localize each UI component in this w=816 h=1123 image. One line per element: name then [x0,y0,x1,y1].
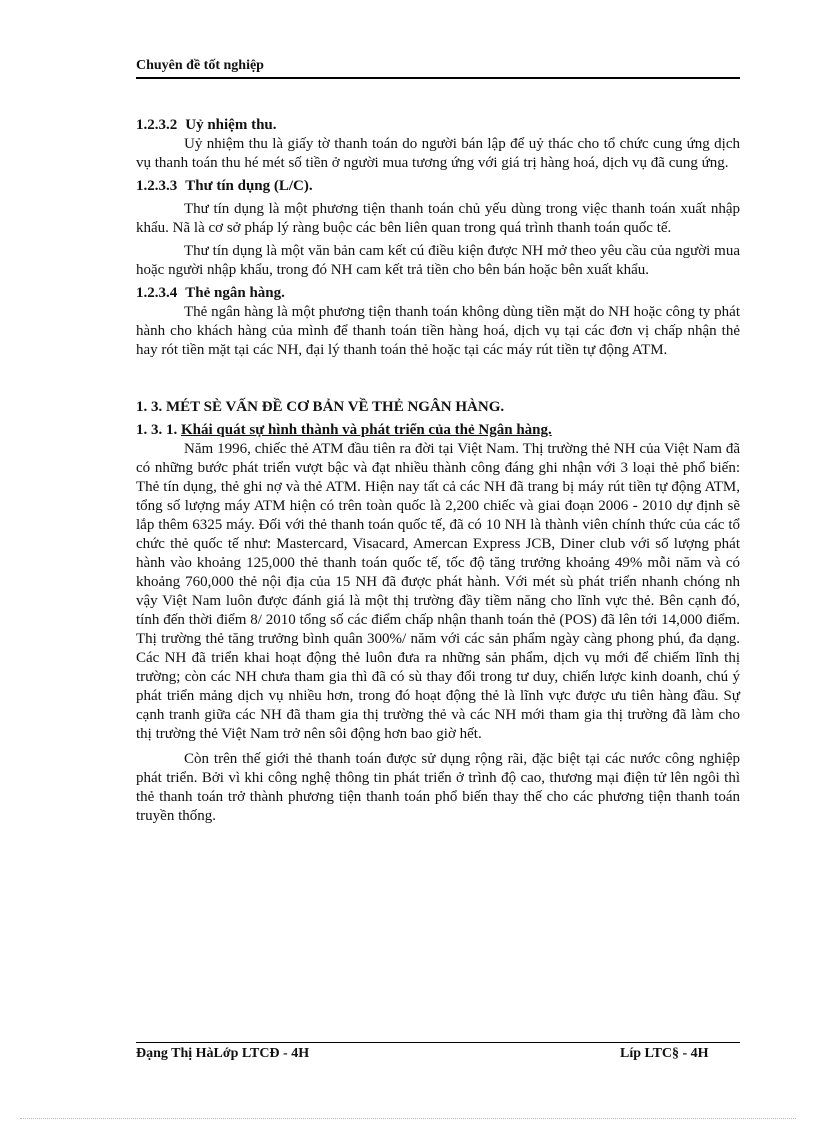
section-number: 1.2.3.3 [136,178,178,194]
subsection-heading-131 [136,421,740,440]
subsection-heading-1232 [136,116,740,135]
document-body [136,116,740,826]
paragraph: Còn trên thế giới thẻ thanh toán được sử dụng rộng rãi, đặc biệt tại các nước công nghiệp phát triển. Bởi vì khi công nghệ thông tin phát triển ở trình độ cao, thương mại điện tử lên ngôi thì thẻ thanh toán trở thành phương tiện thanh toán phổ biến thay thế cho các phương tiện thanh toán truyền thống. [136,751,740,824]
paragraph: Thư tín dụng là một phương tiện thanh toán chủ yếu dùng trong việc thanh toán xuất nhập khẩu. Nã là cơ sở pháp lý ràng buộc các bên liên quan trong quá trình thanh toán quốc tế. [136,201,740,236]
paragraph: Thư tín dụng là một văn bản cam kết cú điều kiện được NH mở theo yêu cầu của người mua hoặc người nhập khẩu, trong đó NH cam kết trả tiền cho bên bán hoặc bên xuất khẩu. [136,243,740,278]
section-number: 1.2.3.2 [136,117,178,133]
paragraph: Thẻ ngân hàng là một phương tiện thanh toán không dùng tiền mặt do NH hoặc công ty phát hành cho khách hàng của mình để thanh toán tiền hàng hoá, dịch vụ tại các đơn vị chấp nhận thẻ hay rót tiền mặt tại các NH, đại lý thanh toán thẻ hoặc tại các máy rút tiền tự động ATM. [136,304,740,358]
header-rule [136,77,740,79]
section-heading-13: 1. 3. MÉT SÈ VẤN ĐỀ CƠ BẢN VỀ THẺ NGÂN HÀNG. [136,399,505,415]
subsection-heading-1233 [136,177,740,196]
section-title: Uỷ nhiệm thu. [185,117,277,133]
section-title: Khái quát sự hình thành và phát triển của thẻ Ngân hàng. [181,422,552,438]
section-title: Thẻ ngân hàng. [185,285,285,301]
page-header: Chuyên đề tốt nghiệp [136,58,264,73]
footer-rule [136,1042,740,1043]
paragraph: Năm 1996, chiếc thẻ ATM đầu tiên ra đời tại Việt Nam. Thị trường thẻ NH của Việt Nam đã có những bước phát triển vượt bậc và đạt nhiều thành công đáng ghi nhận với 3 loại thẻ phổ biến: Thẻ tín dụng, thẻ ghi nợ và thẻ ATM. Hiện nay tất cả các NH đã trang bị máy rút tiền tự động ATM, tổng số lượng máy ATM hiện có trên toàn quốc là 2,200 chiếc và giai đoạn 2006 - 2010 dự định sẽ lắp thêm 6325 máy. Đối với thẻ thanh toán quốc tế, đã có 10 NH là thành viên chính thức của các tổ chức thẻ quốc tế như: Mastercard, Visacard, Amercan Express JCB, Diner club với số lượng phát hành vào khoảng 125,000 thẻ thanh toán quốc tế, tốc độ tăng trưởng khoảng 49% mỗi năm và có khoảng 760,000 thẻ nội địa của 15 NH đã được phát hành. Với mét sù phát triển nhanh chóng nh vậy Việt Nam luôn được đánh giá là một thị trường đầy tiềm năng cho lĩnh vực thẻ. Bên cạnh đó, tính đến thời điểm 8/ 2010 tổng số các điểm chấp nhận thanh toán thẻ (POS) đã lên tới 14,000 điểm. Thị trường thẻ tăng trưởng bình quân 300%/ năm với các sản phẩm ngày càng phong phú, đa dạng. Các NH đã triển khai hoạt động thẻ luôn đưa ra những sản phẩm, dịch vụ mới để chiếm lĩnh thị trường; còn các NH chưa tham gia thì đã có sù thay đổi trong tư duy, chiến lược kinh doanh, chú ý phát triển mảng dịch vụ nhiều hơn, trong đó hoạt động thẻ là lĩnh vực được ưu tiên hàng đầu. Sự cạnh tranh giữa các NH đã tham gia thị trường thẻ và các NH mới tham gia thị trường đã làm cho thị trường thẻ Việt Nam trở nên sôi động hơn bao giờ hết. [136,441,740,742]
page-edge-divider [20,1118,796,1119]
footer-class: Líp LTC§ - 4H [620,1046,709,1061]
paragraph: Uỷ nhiệm thu là giấy tờ thanh toán do người bán lập để uỷ thác cho tổ chức cung ứng dịch vụ thanh toán thu hé mét số tiền ở người mua tương ứng với giá trị hàng hoá, dịch vụ đã cung ứng. [136,136,740,171]
section-title: Thư tín dụng (L/C). [185,178,313,194]
footer-author: Đạng Thị HàLớp LTCĐ - 4H [136,1046,310,1061]
section-number: 1. 3. 1. [136,422,178,438]
section-number: 1.2.3.4 [136,285,178,301]
subsection-heading-1234 [136,284,740,303]
